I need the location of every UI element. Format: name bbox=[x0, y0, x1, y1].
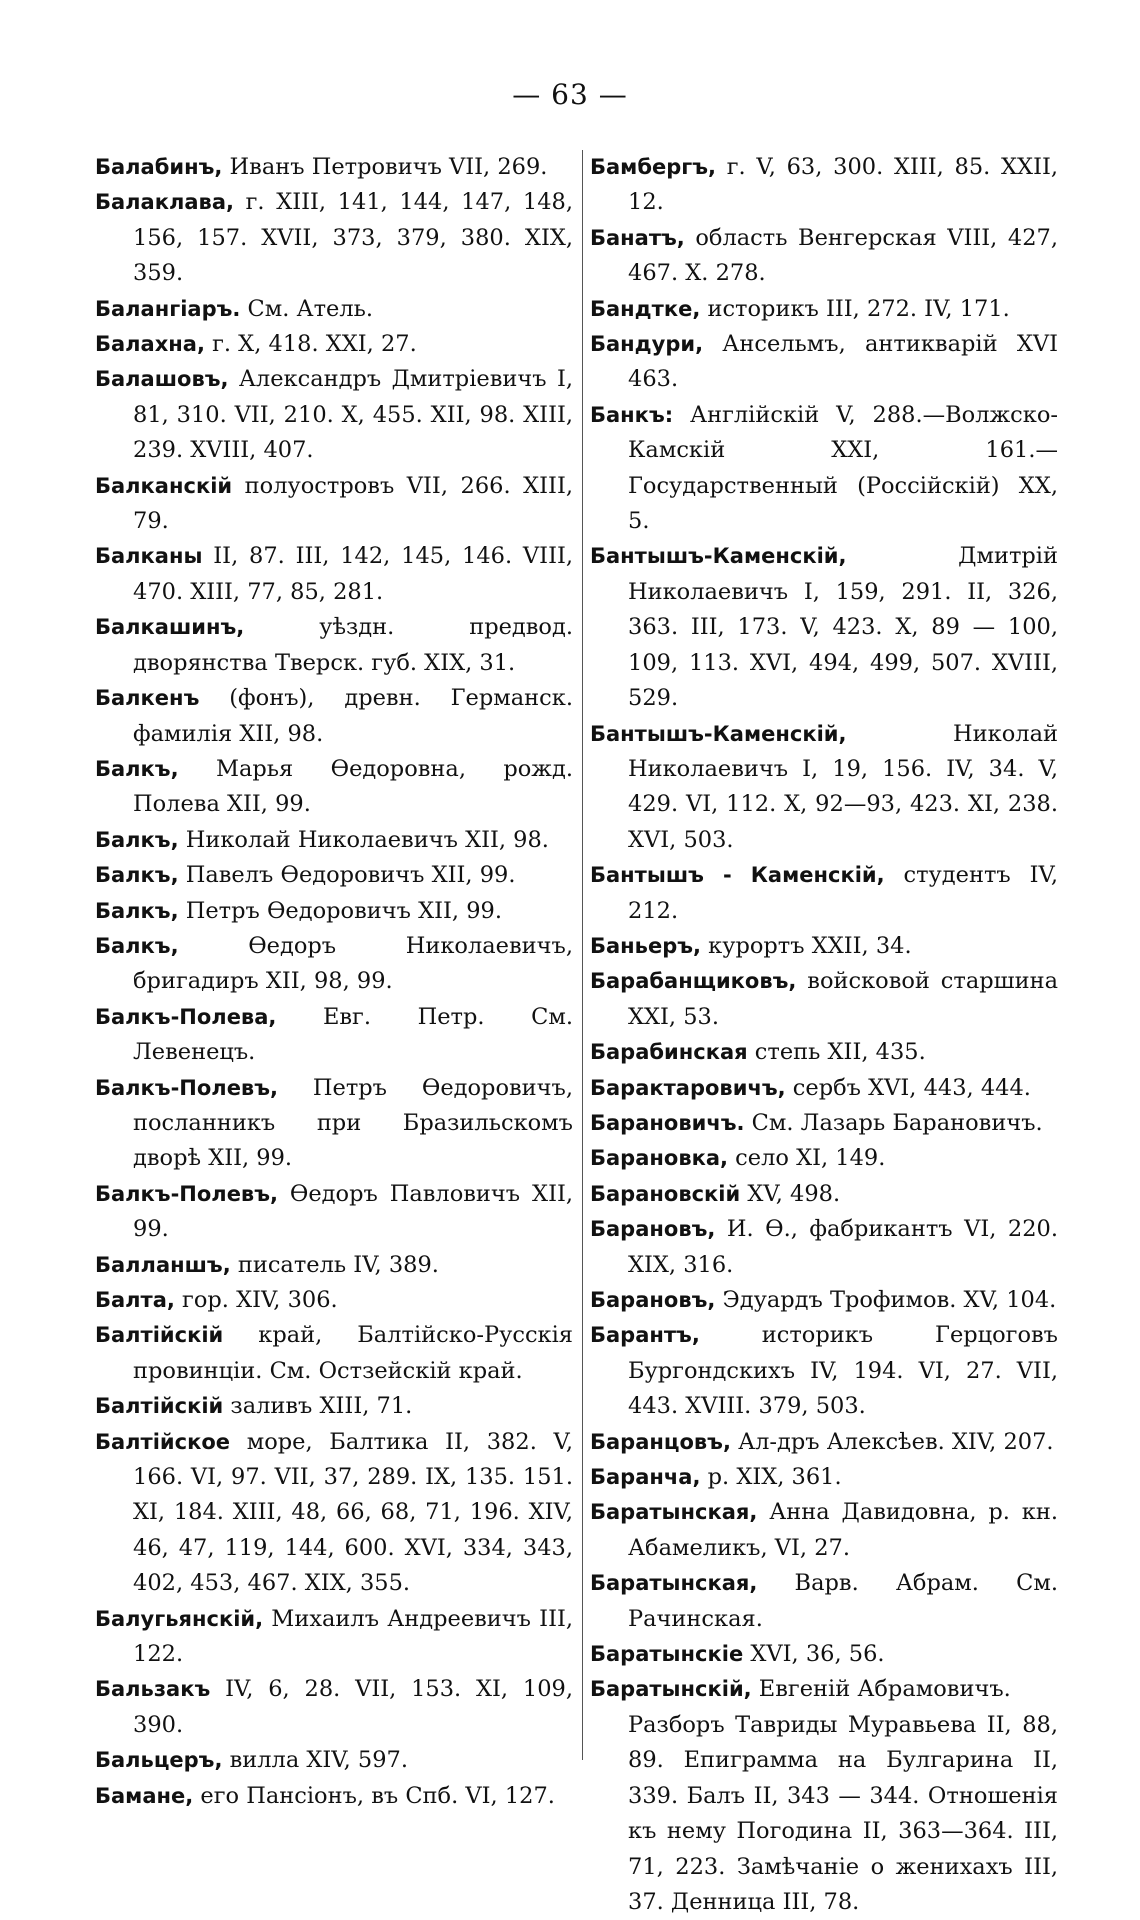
entry-text: Ѳедоръ Павловичъ XII, 99. bbox=[133, 1180, 573, 1243]
index-entry bbox=[95, 1672, 573, 1743]
index-entry bbox=[590, 1071, 1058, 1106]
entry-headword: Баранцовъ, bbox=[590, 1429, 731, 1454]
entry-text: Ансельмъ, антикварій XVI 463. bbox=[628, 331, 1058, 393]
entry-text: его Пансіонъ, въ Спб. VI, 127. bbox=[193, 1782, 555, 1809]
entry-text: Разборъ Тавриды Муравьева II, 88, 89. Епиграмма на Булгарина II, 339. Балъ II, 343 — 344. Отношенія къ нему Погодина II, 363—364. III, 71, 223. Замѣчаніе о женихахъ III, 37. Денница III, 78. bbox=[628, 1711, 1058, 1915]
entry-headword: Барабанщиковъ, bbox=[590, 969, 797, 994]
index-entry bbox=[95, 894, 573, 929]
page-number: — 63 — bbox=[512, 78, 628, 111]
entry-text: Варв. Абрам. См. Рачинская. bbox=[628, 1570, 1058, 1632]
entry-text: курортъ XXII, 34. bbox=[701, 932, 912, 959]
index-entry bbox=[95, 1602, 573, 1673]
index-entry bbox=[95, 823, 573, 858]
index-entry bbox=[95, 1071, 573, 1177]
entry-text: вилла XIV, 597. bbox=[222, 1747, 409, 1774]
entry-text: Николай Николаевичъ I, 19, 156. IV, 34. V, 429. VI, 112. X, 92—93, 423. XI, 238. XVI, 503. bbox=[628, 720, 1058, 853]
entry-text: Александръ Дмитріевичъ I, 81, 310. VII, 210. X, 455. XII, 98. XIII, 239. XVIII, 407. bbox=[133, 366, 573, 464]
entry-headword: Балкъ, bbox=[95, 756, 179, 781]
entry-text: г. XIII, 141, 144, 147, 148, 156, 157. XVII, 373, 379, 380. XIX, 359. bbox=[133, 189, 573, 287]
entry-headword: Балканы bbox=[95, 544, 203, 569]
entry-headword: Бамане, bbox=[95, 1783, 194, 1808]
entry-text: Ѳедоръ Николаевичъ, бригадиръ XII, 98, 99. bbox=[133, 932, 573, 995]
entry-text: Эдуардъ Трофимов. XV, 104. bbox=[715, 1287, 1057, 1313]
index-entry bbox=[590, 1708, 1058, 1920]
entry-headword: Бандури, bbox=[590, 332, 704, 357]
entry-text: XV, 498. bbox=[740, 1180, 841, 1207]
entry-text: войсковой старшина XXI, 53. bbox=[628, 968, 1058, 1030]
entry-headword: Балкъ-Полева, bbox=[95, 1004, 277, 1029]
entry-headword: Банатъ, bbox=[590, 225, 685, 250]
entry-headword: Балангіаръ. bbox=[95, 296, 241, 321]
entry-headword: Балкъ, bbox=[95, 898, 179, 923]
index-entry bbox=[590, 1566, 1058, 1637]
entry-text: Петръ Ѳедоровичъ, посланникъ при Бразильскомъ дворѣ XII, 99. bbox=[133, 1074, 573, 1172]
entry-headword: Балкъ-Полевъ, bbox=[95, 1181, 278, 1206]
entry-text: Иванъ Петровичъ VII, 269. bbox=[222, 154, 548, 180]
entry-headword: Балтійскій bbox=[95, 1394, 224, 1419]
entry-text: историкъ Герцоговъ Бургондскихъ IV, 194. VI, 27. VII, 443. XVIII. 379, 503. bbox=[628, 1322, 1058, 1420]
index-entry bbox=[590, 1460, 1058, 1495]
entry-headword: Баранча, bbox=[590, 1465, 701, 1490]
entry-text: историкъ III, 272. IV, 171. bbox=[700, 295, 1010, 322]
entry-text: Михаилъ Андреевичъ III, 122. bbox=[133, 1605, 573, 1668]
entry-text: И. Ѳ., фабрикантъ VI, 220. XIX, 316. bbox=[628, 1216, 1058, 1278]
entry-text: См. Лазарь Барановичъ. bbox=[744, 1109, 1043, 1136]
index-entry bbox=[590, 964, 1058, 1035]
entry-headword: Баратынская, bbox=[590, 1571, 758, 1596]
index-entry bbox=[95, 292, 573, 327]
column-divider bbox=[582, 150, 583, 1760]
index-entry bbox=[590, 858, 1058, 929]
index-entry bbox=[590, 1283, 1058, 1318]
index-column-right bbox=[590, 150, 1058, 1920]
index-entry bbox=[95, 1743, 573, 1778]
entry-headword: Барабинская bbox=[590, 1040, 748, 1065]
entry-headword: Банкъ: bbox=[590, 402, 674, 427]
entry-text: Англійскій V, 288.—Волжско-Камскій XXI, 161.—Государственный (Россійскій) XX, 5. bbox=[628, 401, 1058, 535]
index-entry bbox=[590, 1637, 1058, 1672]
entry-text: XVI, 36, 56. bbox=[743, 1641, 885, 1668]
entry-text: Марья Ѳедоровна, рожд. Полева XII, 99. bbox=[133, 755, 573, 818]
entry-text: Николай Николаевичъ XII, 98. bbox=[178, 826, 549, 853]
entry-headword: Балкъ, bbox=[95, 863, 179, 888]
index-entry bbox=[95, 327, 573, 362]
entry-headword: Балаклава, bbox=[95, 190, 234, 215]
entry-headword: Бантышъ-Каменскій, bbox=[590, 721, 847, 746]
index-entry bbox=[95, 1389, 573, 1424]
entry-headword: Балкъ, bbox=[95, 933, 179, 958]
entry-text: Ал-дръ Алексѣев. XIV, 207. bbox=[730, 1428, 1054, 1455]
index-entry bbox=[590, 1425, 1058, 1460]
entry-headword: Барактаровичъ, bbox=[590, 1075, 786, 1100]
entry-headword: Балабинъ, bbox=[95, 155, 223, 179]
index-entry bbox=[95, 929, 573, 1000]
entry-headword: Балугьянскій, bbox=[95, 1606, 264, 1631]
entry-text: Петръ Ѳедоровичъ XII, 99. bbox=[178, 897, 502, 924]
index-entry bbox=[590, 1212, 1058, 1283]
entry-text: Анна Давидовна, р. кн. Абамеликъ, VI, 27. bbox=[628, 1499, 1058, 1561]
entry-text: Дмитрій Николаевичъ I, 159, 291. II, 326, 363. III, 173. V, 423. X, 89 — 100, 109, 113. XVI, 494, 499, 507. XVIII, 529. bbox=[628, 543, 1058, 712]
entry-text: писатель IV, 389. bbox=[230, 1251, 439, 1278]
entry-text: студентъ IV, 212. bbox=[628, 862, 1058, 924]
index-entry bbox=[95, 469, 573, 540]
index-entry bbox=[95, 681, 573, 752]
entry-headword: Барановка, bbox=[590, 1146, 729, 1171]
entry-headword: Барановскій bbox=[590, 1181, 741, 1206]
entry-headword: Барантъ, bbox=[590, 1323, 700, 1348]
entry-text: сербъ XVI, 443, 444. bbox=[785, 1074, 1031, 1101]
entry-headword: Балахна, bbox=[95, 332, 205, 357]
entry-text: (фонъ), древн. Германск. фамилія XII, 98. bbox=[133, 685, 573, 747]
index-entry bbox=[590, 1672, 1058, 1707]
entry-text: море, Балтика II, 382. V, 166. VI, 97. VII, 37, 289. IX, 135. 151. XI, 184. XIII, 48, 66, 68, 71, 196. XIV, 46, 47, 119, 144, 600. XVI, 334, 343, 402, 453, 467. XIX, 355. bbox=[133, 1428, 573, 1597]
entry-text: Павелъ Ѳедоровичъ XII, 99. bbox=[178, 862, 516, 889]
entry-text: Евгеній Абрамовичъ. bbox=[751, 1676, 1011, 1703]
entry-headword: Бальцеръ, bbox=[95, 1748, 223, 1773]
index-entry bbox=[590, 327, 1058, 398]
entry-text: гор. XIV, 306. bbox=[174, 1287, 338, 1313]
entry-headword: Баратынская, bbox=[590, 1500, 758, 1525]
entry-text: г. V, 63, 300. XIII, 85. XXII, 12. bbox=[628, 154, 1058, 216]
entry-text: село XI, 149. bbox=[728, 1145, 886, 1172]
index-entry bbox=[590, 1495, 1058, 1566]
entry-headword: Баратынскій, bbox=[590, 1677, 752, 1702]
entry-headword: Балкъ, bbox=[95, 827, 179, 852]
entry-text: область Венгерская VIII, 427, 467. X. 278. bbox=[628, 224, 1058, 287]
index-entry bbox=[95, 150, 573, 185]
entry-headword: Балкенъ bbox=[95, 686, 200, 711]
entry-headword: Балта, bbox=[95, 1288, 175, 1312]
index-entry bbox=[590, 717, 1058, 859]
index-entry bbox=[590, 539, 1058, 716]
entry-headword: Баратынскіе bbox=[590, 1642, 744, 1667]
entry-text: степь XII, 435. bbox=[747, 1039, 926, 1066]
entry-text: заливъ XIII, 71. bbox=[223, 1393, 413, 1420]
index-entry bbox=[95, 1425, 573, 1602]
index-entry bbox=[590, 1318, 1058, 1424]
index-entry bbox=[590, 1141, 1058, 1176]
index-entry bbox=[95, 1283, 573, 1318]
entry-text: р. XIX, 361. bbox=[700, 1464, 842, 1491]
entry-text: Евг. Петр. См. Левенецъ. bbox=[133, 1003, 573, 1066]
index-entry bbox=[590, 398, 1058, 540]
entry-headword: Балтійское bbox=[95, 1429, 231, 1454]
entry-text: IV, 6, 28. VII, 153. XI, 109, 390. bbox=[133, 1676, 573, 1738]
index-entry bbox=[95, 1000, 573, 1071]
index-entry bbox=[95, 539, 573, 610]
index-entry bbox=[95, 752, 573, 823]
entry-headword: Барановъ, bbox=[590, 1217, 716, 1242]
index-entry bbox=[95, 1177, 573, 1248]
index-entry bbox=[590, 150, 1058, 221]
index-entry bbox=[590, 1035, 1058, 1070]
entry-headword: Балкашинъ, bbox=[95, 615, 245, 640]
entry-headword: Балашовъ, bbox=[95, 367, 229, 392]
index-entry bbox=[95, 185, 573, 291]
index-entry bbox=[590, 1106, 1058, 1141]
index-entry bbox=[590, 292, 1058, 327]
index-entry bbox=[590, 929, 1058, 964]
entry-text: См. Атель. bbox=[240, 295, 374, 322]
entry-text: г. X, 418. XXI, 27. bbox=[204, 331, 417, 358]
index-entry bbox=[590, 221, 1058, 292]
entry-headword: Балтійскій bbox=[95, 1323, 224, 1348]
entry-headword: Балканскій bbox=[95, 473, 233, 498]
index-entry bbox=[95, 610, 573, 681]
index-entry bbox=[95, 858, 573, 893]
entry-headword: Балланшъ, bbox=[95, 1252, 231, 1277]
entry-headword: Бантышъ-Каменскій, bbox=[590, 544, 847, 569]
entry-headword: Барановичъ. bbox=[590, 1110, 745, 1135]
entry-headword: Барановъ, bbox=[590, 1288, 716, 1312]
entry-headword: Баньеръ, bbox=[590, 933, 701, 958]
entry-text: полуостровъ VII, 266. XIII, 79. bbox=[133, 472, 573, 535]
entry-text: II, 87. III, 142, 145, 146. VIII, 470. XIII, 77, 85, 281. bbox=[133, 543, 573, 605]
index-entry bbox=[95, 1248, 573, 1283]
entry-headword: Балкъ-Полевъ, bbox=[95, 1075, 278, 1100]
index-entry bbox=[95, 362, 573, 468]
index-entry bbox=[590, 1177, 1058, 1212]
entry-headword: Бандтке, bbox=[590, 296, 701, 321]
entry-headword: Бальзакъ bbox=[95, 1677, 211, 1702]
index-entry bbox=[95, 1779, 573, 1814]
entry-headword: Бамбергъ, bbox=[590, 155, 717, 179]
entry-headword: Бантышъ - Каменскій, bbox=[590, 863, 885, 888]
index-entry bbox=[95, 1318, 573, 1389]
index-column-left bbox=[95, 150, 573, 1814]
entry-text: уѣздн. предвод. дворянства Тверск. губ. XIX, 31. bbox=[133, 614, 573, 676]
entry-text: край, Балтійско-Русскія провинціи. См. Остзейскій край. bbox=[133, 1322, 573, 1384]
